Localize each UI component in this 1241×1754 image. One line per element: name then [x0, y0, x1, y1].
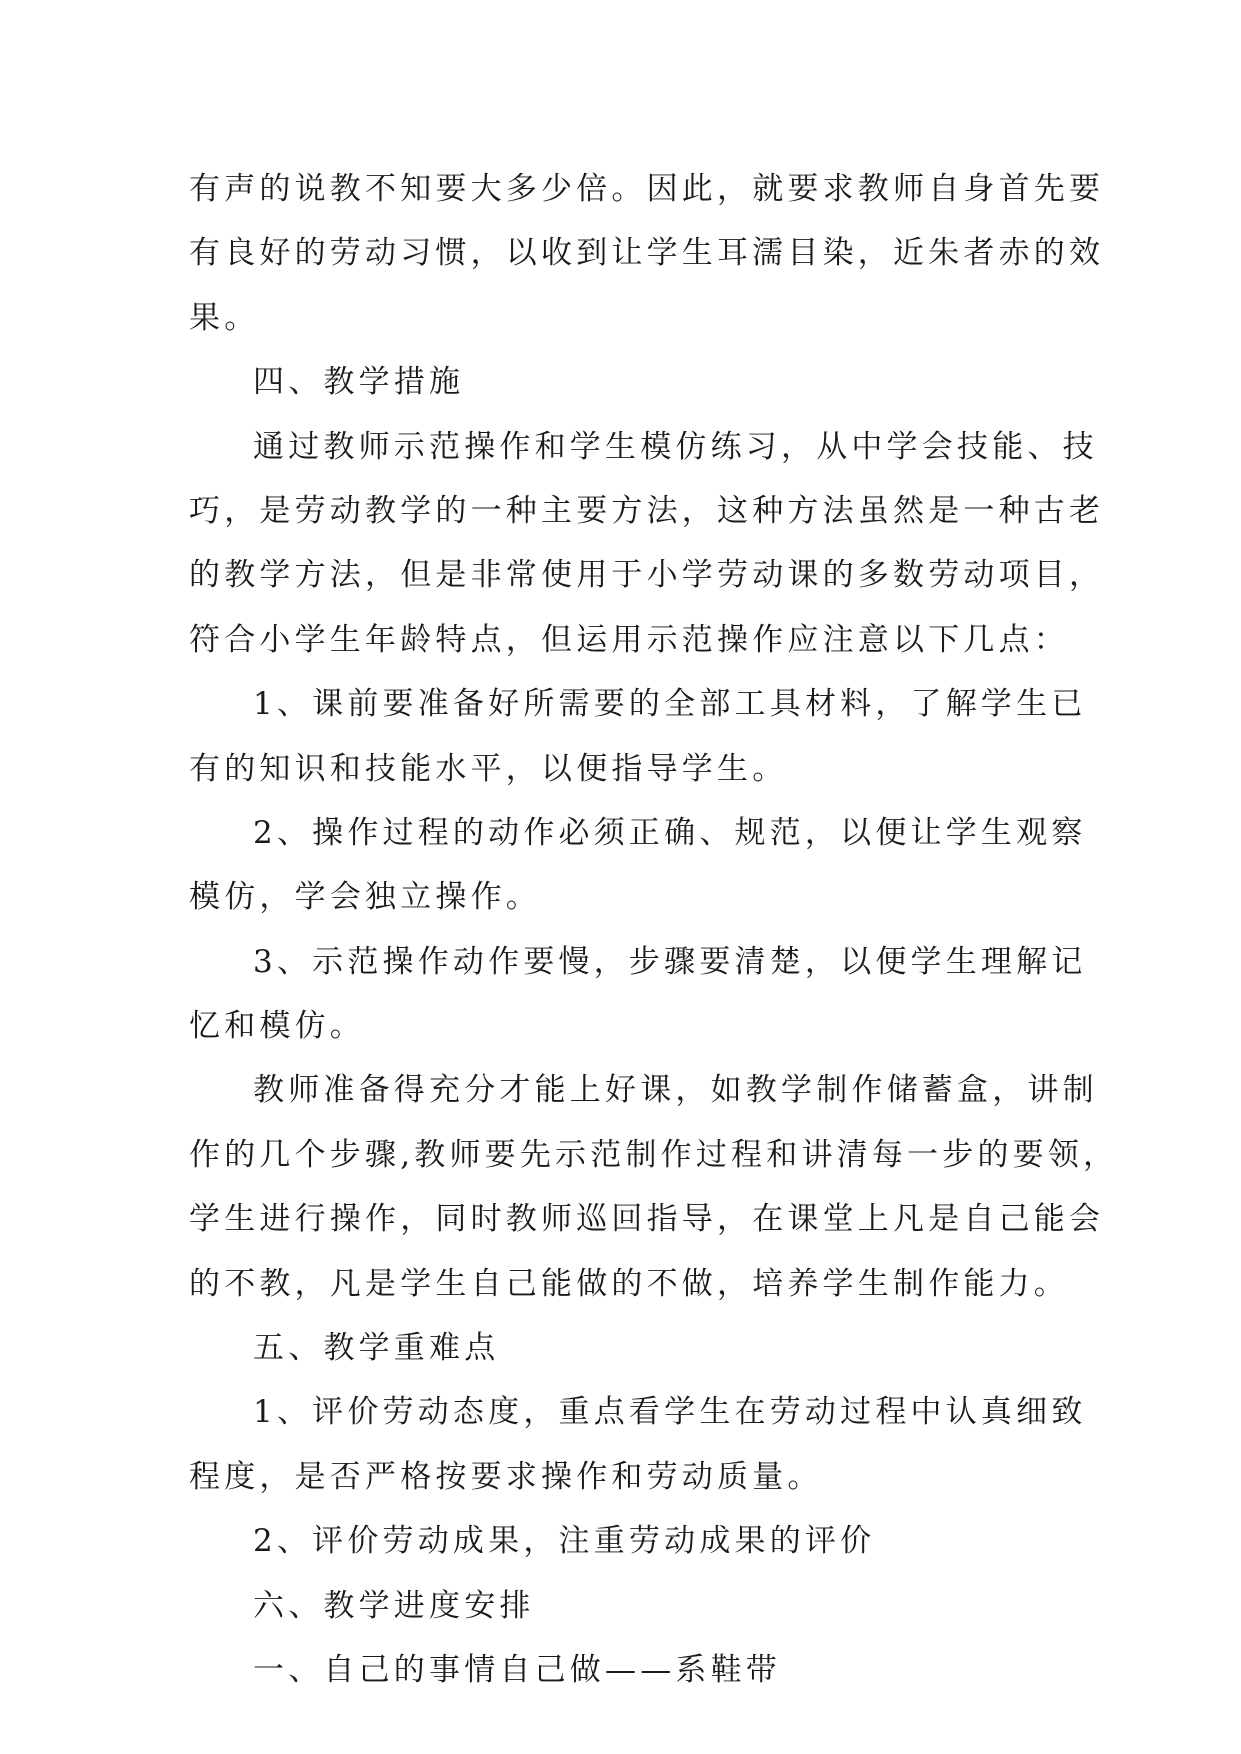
- text-line: 的不教，凡是学生自己能做的不做，培养学生制作能力。: [189, 1265, 1069, 1302]
- text-line: 忆和模仿。: [189, 1008, 365, 1045]
- text-line: 有的知识和技能水平，以便指导学生。: [189, 750, 788, 787]
- section-heading: 四、教学措施: [253, 364, 465, 401]
- document-body: [189, 157, 1119, 1702]
- text-line: 有良好的劳动习惯，以收到让学生耳濡目染，近朱者赤的效: [189, 235, 1105, 272]
- section-heading: 五、教学重难点: [253, 1330, 500, 1367]
- list-item: 1、评价劳动态度，重点看学生在劳动过程中认真细致: [253, 1394, 1087, 1431]
- text-line: 巧，是劳动教学的一种主要方法，这种方法虽然是一种古老: [189, 492, 1105, 529]
- text-line: 程度，是否严格按要求操作和劳动质量。: [189, 1458, 823, 1495]
- list-item: 3、示范操作动作要慢，步骤要清楚，以便学生理解记: [253, 943, 1087, 980]
- text-line: 果。: [189, 299, 260, 336]
- text-line: 符合小学生年龄特点，但运用示范操作应注意以下几点：: [189, 621, 1069, 658]
- section-heading: 六、教学进度安排: [253, 1587, 535, 1624]
- text-line: 教师准备得充分才能上好课，如教学制作储蓄盒，讲制: [253, 1072, 1098, 1109]
- text-line: 有声的说教不知要大多少倍。因此，就要求教师自身首先要: [189, 171, 1105, 207]
- list-item: 2、操作过程的动作必须正确、规范，以便让学生观察: [253, 814, 1087, 851]
- text-line: 模仿，学会独立操作。: [189, 879, 541, 916]
- list-item: 一、自己的事情自己做——系鞋带: [253, 1651, 781, 1688]
- text-line: 作的几个步骤,教师要先示范制作过程和讲清每一步的要领，: [189, 1136, 1119, 1173]
- list-item: 2、评价劳动成果，注重劳动成果的评价: [253, 1523, 876, 1560]
- text-line: 学生进行操作，同时教师巡回指导，在课堂上凡是自己能会: [189, 1201, 1105, 1238]
- text-line: 的教学方法，但是非常使用于小学劳动课的多数劳动项目，: [189, 557, 1105, 594]
- list-item: 1、课前要准备好所需要的全部工具材料，了解学生已: [253, 686, 1087, 723]
- text-line: 通过教师示范操作和学生模仿练习，从中学会技能、技: [253, 428, 1098, 465]
